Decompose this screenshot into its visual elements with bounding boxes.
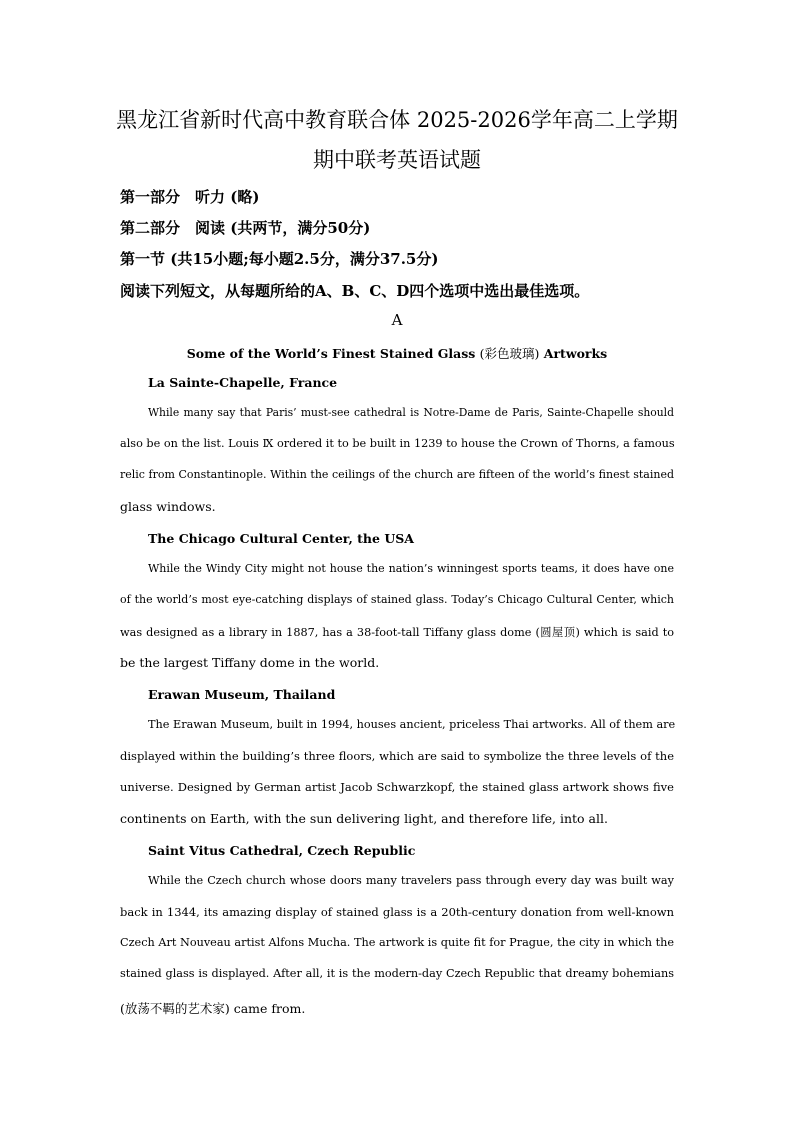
paragraph-line: Czech Art Nouveau artist Alfons Mucha. The artwork is quite fit for Prague, the city in which the bbox=[120, 936, 674, 949]
paragraph-line: glass windows. bbox=[120, 499, 216, 514]
paragraph-line: was designed as a library in 1887, has a 38-foot-tall Tiffany glass dome (圆屋顶) which is said to bbox=[120, 626, 674, 639]
exam-title-line-2: 期中联考英语试题 bbox=[313, 148, 481, 172]
passage-title-cn: (彩色玻璃) bbox=[479, 346, 540, 361]
reading-instruction: 阅读下列短文，从每题所给的A、B、C、D四个选项中选出最佳选项。 bbox=[120, 282, 590, 300]
passage-title-post: Artworks bbox=[539, 346, 608, 361]
passage-title bbox=[120, 344, 674, 362]
section-one-heading: 第一节 (共15小题;每小题2.5分，满分37.5分) bbox=[120, 250, 439, 268]
exam-title-line-1: 黑龙江省新时代高中教育联合体 2025-2026学年高二上学期 bbox=[116, 108, 678, 132]
paragraph-line: displayed within the building’s three floors, which are said to symbolize the three levels of the bbox=[120, 749, 674, 763]
paragraph-line: also be on the list. Louis Ⅸ ordered it to be built in 1239 to house the Crown of Thorns, a famous bbox=[120, 437, 675, 450]
part-two-heading: 第二部分 阅读 (共两节，满分50分) bbox=[120, 219, 371, 237]
paragraph-line: of the world’s most eye-catching displays of stained glass. Today’s Chicago Cultural Center, which bbox=[120, 593, 674, 606]
section-heading: The Chicago Cultural Center, the USA bbox=[148, 531, 414, 546]
paragraph-line: stained glass is displayed. After all, it is the modern-day Czech Republic that dreamy bohemians bbox=[120, 967, 674, 980]
paragraph-line: back in 1344, its amazing display of stained glass is a 20th-century donation from well-known bbox=[120, 905, 674, 919]
passage-title-pre: Some of the World’s Finest Stained Glass bbox=[186, 346, 480, 361]
paragraph-line: (放荡不羁的艺术家) came from. bbox=[120, 1001, 306, 1016]
paragraph-line: While the Czech church whose doors many travelers pass through every day was built way bbox=[148, 874, 674, 887]
paragraph-line: continents on Earth, with the sun delivering light, and therefore life, into all. bbox=[120, 811, 608, 826]
paragraph-line: The Erawan Museum, built in 1994, houses ancient, priceless Thai artworks. All of them are bbox=[148, 718, 676, 731]
section-heading: Erawan Museum, Thailand bbox=[148, 687, 336, 702]
paragraph-line: relic from Constantinople. Within the ceilings of the church are fifteen of the world’s finest stained bbox=[120, 468, 674, 481]
paragraph-line: While many say that Paris’ must-see cathedral is Notre-Dame de Paris, Sainte-Chapelle should bbox=[148, 406, 674, 419]
paragraph-line: universe. Designed by German artist Jacob Schwarzkopf, the stained glass artwork shows five bbox=[120, 780, 674, 794]
section-heading: La Sainte-Chapelle, France bbox=[148, 375, 338, 390]
passage-letter: A bbox=[391, 311, 403, 329]
section-heading: Saint Vitus Cathedral, Czech Republic bbox=[148, 843, 416, 858]
part-one-heading: 第一部分 听力 (略) bbox=[120, 188, 260, 206]
paragraph-line: While the Windy City might not house the nation’s winningest sports teams, it does have one bbox=[148, 562, 674, 575]
paragraph-line: be the largest Tiffany dome in the world. bbox=[120, 655, 380, 670]
